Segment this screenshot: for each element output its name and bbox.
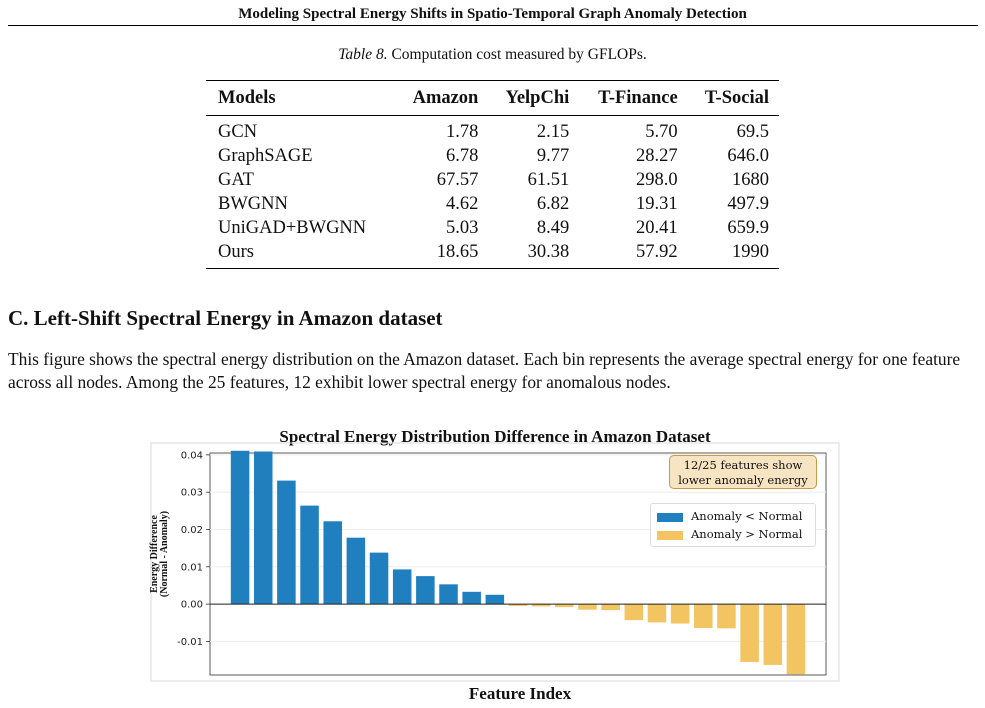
chart-title: Spectral Energy Distribution Difference in Amazon Dataset bbox=[279, 427, 711, 446]
legend-swatch-yellow bbox=[657, 531, 683, 540]
legend-label: Anomaly > Normal bbox=[691, 527, 803, 541]
annotation-line: lower anomaly energy bbox=[678, 473, 808, 487]
legend-label: Anomaly < Normal bbox=[691, 509, 803, 523]
table-cell: 67.57 bbox=[436, 169, 479, 190]
y-tick-label: 0.02 bbox=[180, 524, 203, 536]
bar bbox=[439, 584, 458, 604]
table-row bbox=[206, 168, 779, 192]
table-cell: 646.0 bbox=[727, 145, 769, 166]
y-tick-label: 0.00 bbox=[180, 599, 203, 611]
table-header-row bbox=[206, 81, 779, 116]
table-row bbox=[206, 116, 779, 145]
bar bbox=[277, 481, 296, 604]
table-caption-text: Computation cost measured by GFLOPs. bbox=[391, 46, 647, 63]
table-row bbox=[206, 192, 779, 216]
column-header: T-Social bbox=[704, 87, 769, 108]
table-cell: 8.49 bbox=[536, 217, 570, 238]
bar bbox=[717, 604, 736, 628]
bar bbox=[231, 451, 250, 604]
table-cell: 20.41 bbox=[636, 217, 678, 238]
table-caption bbox=[0, 46, 985, 64]
bar bbox=[787, 604, 806, 674]
y-axis-ticks bbox=[177, 450, 210, 648]
column-header: Amazon bbox=[412, 87, 479, 108]
bar bbox=[254, 452, 273, 605]
table-cell: Ours bbox=[218, 241, 254, 262]
bar bbox=[764, 604, 783, 665]
bar bbox=[323, 521, 342, 604]
bar bbox=[462, 592, 481, 604]
y-axis-label bbox=[150, 489, 170, 619]
bar bbox=[393, 569, 412, 604]
annotation-line: 12/25 features show bbox=[683, 458, 803, 472]
table-cell: 497.9 bbox=[727, 193, 769, 214]
bar bbox=[347, 538, 366, 604]
table-cell: 1.78 bbox=[445, 121, 479, 142]
table-cell: 4.62 bbox=[445, 193, 479, 214]
table-cell: 2.15 bbox=[536, 121, 570, 142]
section-heading: C. Left-Shift Spectral Energy in Amazon dataset bbox=[8, 306, 443, 330]
table-cell: 9.77 bbox=[536, 145, 570, 166]
table-cell: 57.92 bbox=[636, 241, 678, 262]
table-cell: 1680 bbox=[732, 169, 769, 190]
bar bbox=[370, 553, 389, 604]
y-tick-label: 0.04 bbox=[180, 450, 203, 462]
table-cell: 61.51 bbox=[527, 169, 570, 190]
table-cell: UniGAD+BWGNN bbox=[218, 217, 367, 238]
table-cell: 5.70 bbox=[645, 121, 678, 142]
bar bbox=[578, 604, 597, 610]
column-header: T-Finance bbox=[598, 87, 678, 108]
bar bbox=[671, 604, 690, 623]
table-cell: 19.31 bbox=[636, 193, 678, 214]
running-head: Modeling Spectral Energy Shifts in Spatio-Temporal Graph Anomaly Detection bbox=[238, 6, 747, 22]
bar bbox=[740, 604, 759, 662]
x-axis-label: Feature Index bbox=[468, 684, 572, 703]
table-cell: 18.65 bbox=[436, 241, 479, 262]
computation-cost-table bbox=[206, 80, 779, 269]
legend-item bbox=[657, 526, 802, 542]
table-row bbox=[206, 240, 779, 269]
table-cell: 30.38 bbox=[527, 241, 570, 262]
table-row bbox=[206, 144, 779, 168]
bar bbox=[625, 604, 644, 620]
chart-legend bbox=[650, 503, 816, 547]
y-axis-label-line: (Normal - Anomaly) bbox=[159, 510, 170, 598]
table-row bbox=[206, 216, 779, 240]
table-cell: 6.82 bbox=[536, 193, 570, 214]
table-cell: 69.5 bbox=[736, 121, 769, 142]
table-cell: 6.78 bbox=[445, 145, 479, 166]
table-cell: 298.0 bbox=[636, 169, 678, 190]
y-axis-label-line: Energy Difference bbox=[149, 515, 160, 593]
legend-item bbox=[657, 508, 802, 524]
table-cell: 5.03 bbox=[445, 217, 479, 238]
table-cell: GraphSAGE bbox=[218, 145, 313, 166]
table-cell: 1990 bbox=[732, 241, 769, 262]
table-caption-label: Table 8. bbox=[338, 46, 388, 63]
column-header: Models bbox=[218, 87, 276, 108]
table-cell: GAT bbox=[218, 169, 254, 190]
column-header: YelpChi bbox=[505, 87, 570, 108]
table-cell: BWGNN bbox=[218, 193, 288, 214]
bar bbox=[300, 506, 319, 605]
y-tick-label: -0.01 bbox=[177, 636, 203, 648]
header-rule bbox=[8, 25, 978, 26]
body-paragraph: This figure shows the spectral energy distribution on the Amazon dataset. Each bin represents the average spectral energy for one feature across all nodes. Among the 25 features, 12 exhibit lower spectral energy for anomalous nodes. bbox=[8, 349, 961, 392]
bar bbox=[486, 595, 505, 604]
legend-swatch-blue bbox=[657, 513, 683, 522]
bar bbox=[601, 604, 620, 610]
bar bbox=[648, 604, 667, 622]
y-tick-label: 0.03 bbox=[180, 487, 203, 499]
table-cell: GCN bbox=[218, 121, 258, 142]
table-cell: 659.9 bbox=[727, 217, 769, 238]
y-tick-label: 0.01 bbox=[180, 562, 203, 574]
bar bbox=[416, 576, 435, 604]
table-cell: 28.27 bbox=[636, 145, 678, 166]
spectral-energy-figure bbox=[150, 424, 840, 708]
annotation-box bbox=[669, 455, 817, 489]
bar bbox=[694, 604, 713, 628]
